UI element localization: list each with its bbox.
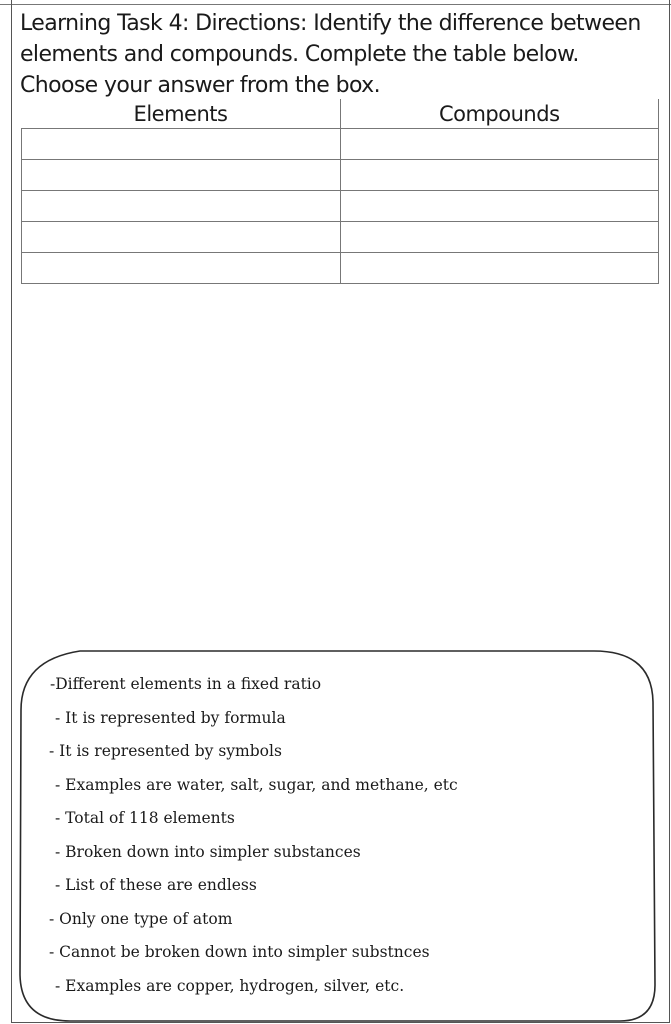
choice-item: -Different elements in a fixed ratio bbox=[50, 675, 322, 693]
elements-cell[interactable] bbox=[22, 253, 341, 284]
compounds-cell[interactable] bbox=[340, 222, 659, 253]
table-row bbox=[22, 253, 659, 284]
choice-item: - Cannot be broken down into simpler substnces bbox=[49, 943, 430, 961]
table-row bbox=[22, 191, 659, 222]
compounds-cell[interactable] bbox=[340, 160, 659, 191]
table-row bbox=[22, 222, 659, 253]
elements-cell[interactable] bbox=[22, 191, 341, 222]
table-header-row bbox=[22, 99, 659, 129]
answer-table bbox=[21, 99, 659, 284]
choice-item: - Broken down into simpler substances bbox=[55, 843, 361, 861]
task-instructions: Learning Task 4: Directions: Identify the difference between elements and compounds. Complete the table below. Choose your answer from the box. bbox=[20, 11, 641, 98]
choice-item: - It is represented by formula bbox=[55, 709, 286, 727]
table-row bbox=[22, 160, 659, 191]
elements-cell[interactable] bbox=[22, 129, 341, 160]
choice-item: - It is represented by symbols bbox=[49, 742, 282, 760]
compounds-cell[interactable] bbox=[340, 253, 659, 284]
elements-cell[interactable] bbox=[22, 222, 341, 253]
choice-item: - Only one type of atom bbox=[49, 910, 233, 928]
column-header-elements: Elements bbox=[22, 99, 341, 129]
column-header-compounds: Compounds bbox=[340, 99, 659, 129]
table-row bbox=[22, 129, 659, 160]
compounds-cell[interactable] bbox=[340, 191, 659, 222]
choice-item: - Examples are copper, hydrogen, silver, etc. bbox=[55, 977, 405, 995]
choice-item: - Examples are water, salt, sugar, and methane, etc bbox=[55, 776, 458, 794]
elements-cell[interactable] bbox=[22, 160, 341, 191]
compounds-cell[interactable] bbox=[340, 129, 659, 160]
choice-item: - List of these are endless bbox=[55, 876, 257, 894]
choice-item: - Total of 118 elements bbox=[55, 809, 235, 827]
